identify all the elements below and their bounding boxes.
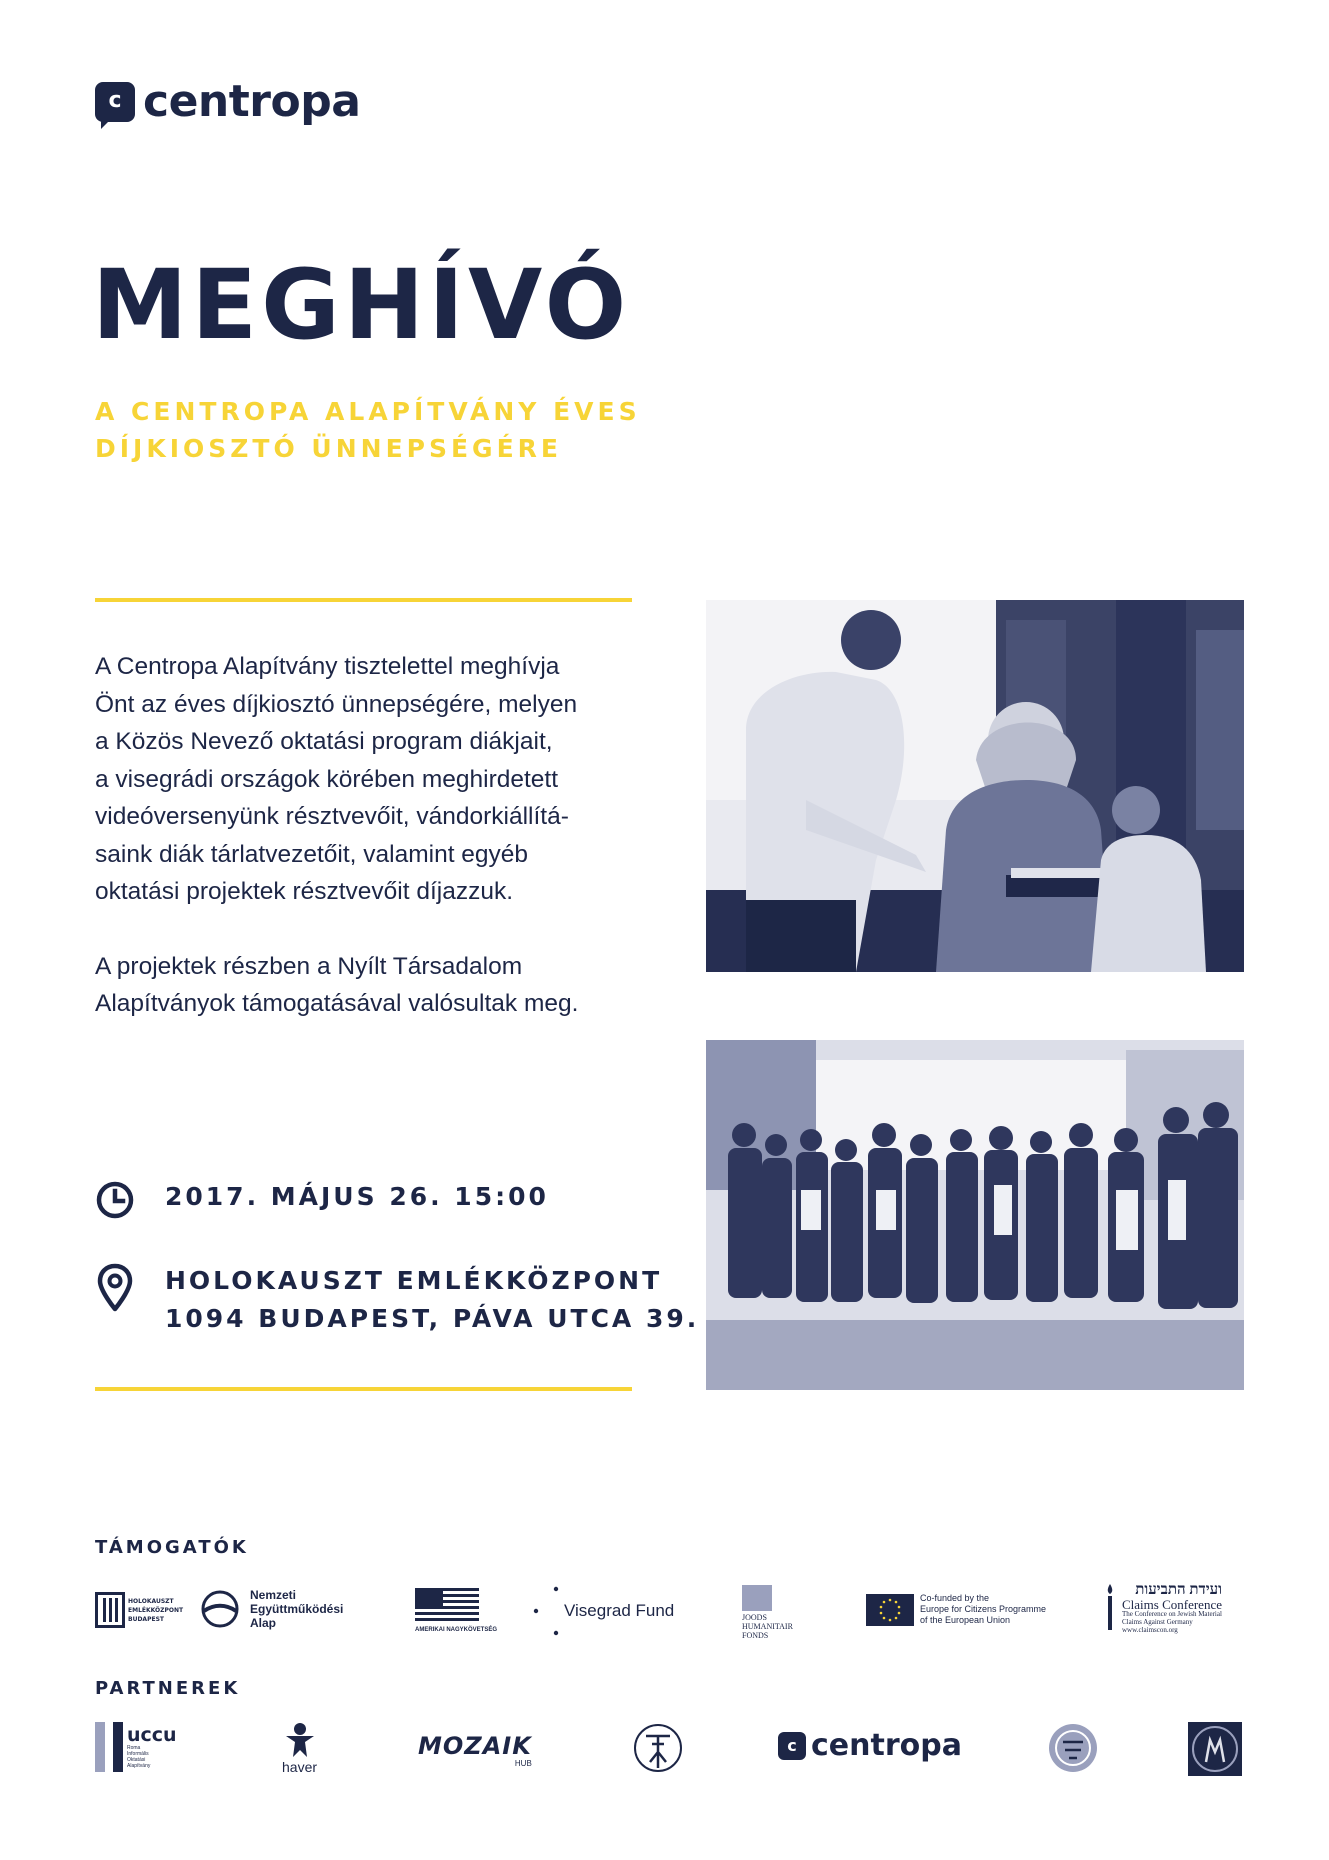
text-line: a Közös Nevező oktatási program diákjait, — [95, 728, 553, 755]
centropa-partner-logo — [778, 1728, 962, 1763]
event-date: 2017. MÁJUS 26. 15:00 — [165, 1182, 549, 1211]
mozaik-sub: HUB — [514, 1759, 532, 1768]
nea-logo — [200, 1588, 343, 1630]
paragraph-1 — [95, 648, 655, 911]
uccu-bars-icon — [95, 1722, 123, 1772]
text-line: saink diák tárlatvezetőit, valamint egyéb — [95, 840, 529, 868]
text-line: a visegrádi országok körében meghirdetett — [95, 765, 559, 793]
joods-humanitair-fonds-logo — [742, 1585, 793, 1640]
hdke-line: BUDAPEST — [128, 1615, 164, 1623]
centropa-logo — [95, 76, 361, 127]
eu-cofunded-logo — [866, 1593, 1046, 1626]
visegrad-fund-text: Visegrad Fund — [564, 1601, 675, 1620]
invitation-text — [95, 648, 655, 1060]
us-embassy-logo — [415, 1588, 497, 1633]
uccu-line: Informális — [127, 1751, 149, 1757]
hdke-line: EMLÉKKÖZPONT — [128, 1606, 184, 1614]
group-photo — [706, 1040, 1244, 1390]
uccu-name: uccu — [127, 1724, 177, 1746]
nea-line: Nemzeti — [250, 1588, 297, 1602]
haver-name: haver — [282, 1759, 318, 1775]
seal-icon — [1045, 1720, 1101, 1776]
award-ceremony-photo — [706, 600, 1244, 972]
text-line: oktatási projektek résztvevőit díjazzuk. — [95, 878, 514, 905]
centropa-partner-name: centropa — [811, 1728, 962, 1763]
partner-emblem-logo — [632, 1722, 684, 1774]
hdke-mark-icon — [95, 1592, 125, 1628]
speech-bubble-icon: c — [95, 82, 135, 122]
seal-logo — [1045, 1720, 1101, 1776]
joods-line: FONDS — [742, 1631, 769, 1640]
eu-line: Co-funded by the — [920, 1593, 990, 1603]
uccu-line: Oktatási — [127, 1757, 146, 1763]
uccu-line: Alapítvány — [127, 1763, 151, 1769]
bottom-divider — [95, 1387, 632, 1391]
brand-name: centropa — [143, 76, 361, 127]
claims-title: Claims Conference — [1122, 1597, 1222, 1612]
haver-logo — [282, 1722, 317, 1775]
eu-line: of the European Union — [920, 1615, 1011, 1625]
claims-line: www.claimscon.org — [1122, 1626, 1178, 1634]
claims-line: Claims Against Germany — [1122, 1618, 1193, 1626]
hdke-logo — [95, 1592, 183, 1628]
text-line: Alapítványok támogatásával valósultak meg. — [95, 990, 579, 1017]
page-title: MEGHÍVÓ — [92, 249, 631, 361]
mozaik-hub-logo — [418, 1733, 532, 1768]
subtitle-line-2: DÍJKIOSZTÓ ÜNNEPSÉGÉRE — [95, 434, 562, 463]
hdke-line: HOLOKAUSZT — [128, 1597, 174, 1605]
nea-line: Együttműködési — [250, 1602, 344, 1616]
location-pin-icon — [95, 1262, 135, 1314]
claims-line: The Conference on Jewish Material — [1122, 1610, 1222, 1618]
candle-icon — [1102, 1582, 1118, 1634]
subtitle-line-1: A CENTROPA ALAPÍTVÁNY ÉVES — [95, 397, 641, 426]
emblem-icon — [632, 1722, 684, 1774]
claims-conference-logo — [1102, 1582, 1222, 1634]
eu-flag-icon — [866, 1594, 914, 1626]
visegrad-dots-icon — [530, 1583, 560, 1639]
mozaik-name: MOZAIK — [418, 1732, 532, 1760]
joods-line: JOODS — [742, 1613, 767, 1622]
top-divider — [95, 598, 632, 602]
uccu-line: Roma — [127, 1745, 141, 1751]
visegrad-fund-logo — [530, 1583, 674, 1639]
paragraph-2 — [95, 948, 655, 1023]
subtitle — [95, 393, 695, 467]
event-datetime — [95, 1178, 549, 1222]
text-line: videóversenyünk résztvevőit, vándorkiállítá- — [95, 803, 569, 830]
venue-name: HOLOKAUSZT EMLÉKKÖZPONT — [165, 1266, 663, 1295]
nea-line: Alap — [250, 1616, 277, 1630]
text-line: A projektek részben a Nyílt Társadalom — [95, 952, 523, 980]
monogram-icon — [1188, 1722, 1242, 1776]
uccu-logo — [95, 1722, 177, 1772]
speech-bubble-icon: c — [778, 1732, 806, 1760]
claims-hebrew: ועידת התביעות — [1135, 1582, 1222, 1598]
venue-address: 1094 BUDAPEST, PÁVA UTCA 39. — [165, 1304, 700, 1333]
event-location — [95, 1262, 699, 1338]
sponsors-label: TÁMOGATÓK — [95, 1537, 249, 1558]
us-flag-icon — [415, 1588, 479, 1624]
event-address-block — [165, 1262, 699, 1338]
us-embassy-text: AMERIKAI NAGYKÖVETSÉG — [415, 1627, 498, 1633]
nea-mark-icon — [200, 1589, 240, 1629]
joods-line: HUMANITAIR — [742, 1622, 793, 1631]
joods-mark-icon — [742, 1585, 772, 1611]
haver-figure-icon — [283, 1722, 317, 1758]
partners-label: PARTNEREK — [95, 1678, 241, 1699]
monogram-logo — [1188, 1722, 1242, 1776]
clock-icon — [95, 1178, 135, 1222]
eu-line: Europe for Citizens Programme — [920, 1604, 1047, 1614]
text-line: Önt az éves díjkiosztó ünnepségére, melyen — [95, 690, 578, 718]
text-line: A Centropa Alapítvány tisztelettel meghívja — [95, 653, 560, 680]
